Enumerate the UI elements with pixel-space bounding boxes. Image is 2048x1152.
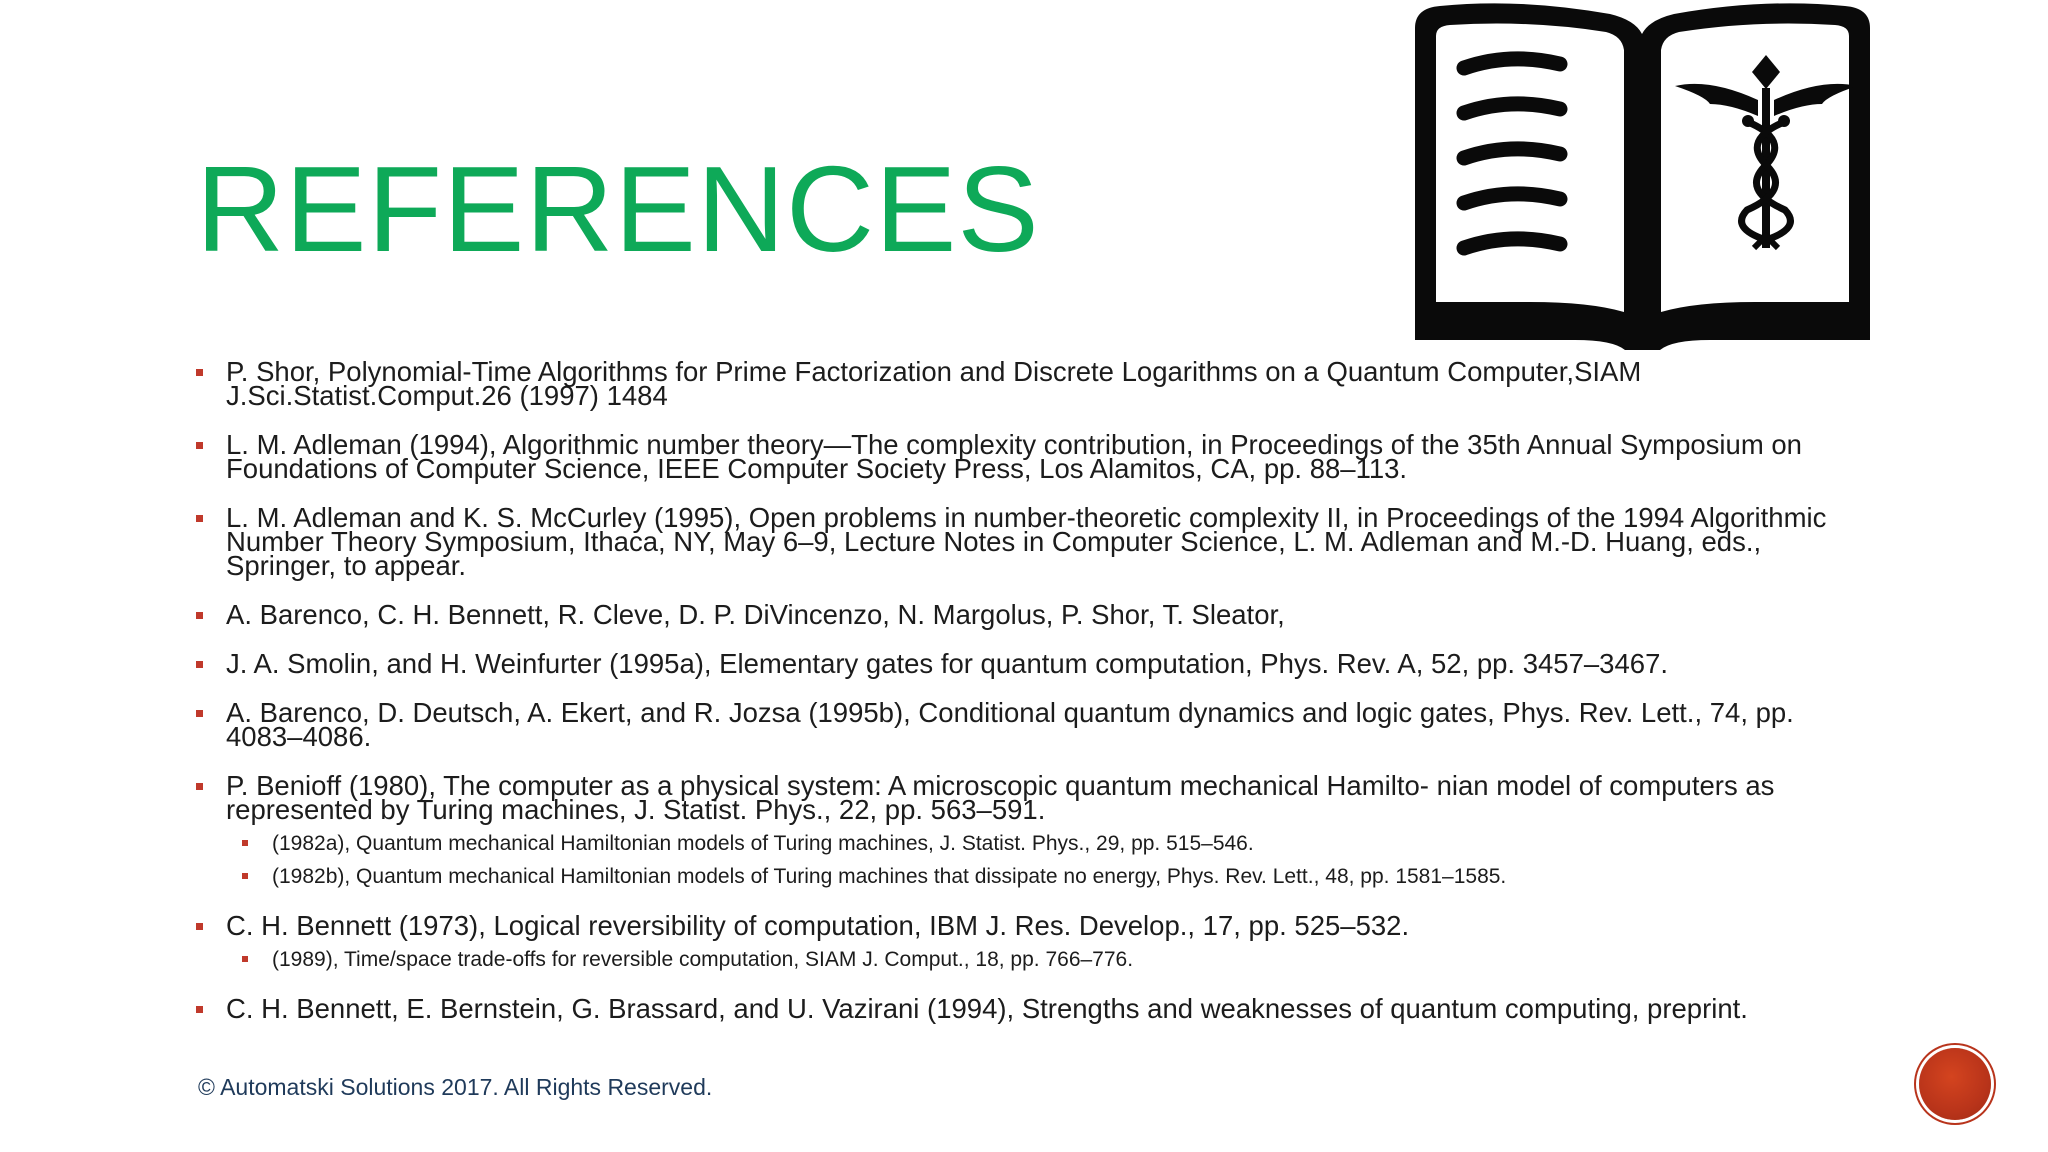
- sub-reference-list: [226, 948, 1876, 972]
- bullet-icon: [242, 840, 248, 846]
- bullet-icon: [196, 442, 203, 449]
- reference-item: [196, 993, 1876, 1024]
- reference-text: L. M. Adleman (1994), Algorithmic number theory—The complexity contribution, in Proceedings of the 35th Annual Symposium on Foundations of Computer Science, IEEE Computer Society Press, Los Alamitos, CA, pp. 88–113.: [226, 429, 1802, 484]
- sub-reference-text: (1989), Time/space trade-offs for reversible computation, SIAM J. Comput., 18, pp. 766–776.: [272, 948, 1134, 971]
- reference-text: A. Barenco, C. H. Bennett, R. Cleve, D. P. DiVincenzo, N. Margolus, P. Shor, T. Sleator,: [226, 599, 1285, 630]
- bullet-icon: [196, 515, 203, 522]
- reference-item: [196, 770, 1876, 889]
- sub-reference-item: [226, 865, 1876, 889]
- bullet-icon: [242, 873, 248, 879]
- bullet-icon: [242, 956, 248, 962]
- reference-text: J. A. Smolin, and H. Weinfurter (1995a), Elementary gates for quantum computation, Phys. Rev. A, 52, pp. 3457–3467.: [226, 648, 1669, 679]
- reference-text: C. H. Bennett (1973), Logical reversibility of computation, IBM J. Res. Develop., 17, pp. 525–532.: [226, 910, 1410, 941]
- reference-text: L. M. Adleman and K. S. McCurley (1995), Open problems in number-theoretic complexity II, in Proceedings of the 1994 Algorithmic Number Theory Symposium, Ithaca, NY, May 6–9, Lecture Notes in Computer Science, L. M. Adleman and M.-D. Huang, eds., Springer, to appear.: [226, 502, 1827, 581]
- sub-reference-item: [226, 832, 1876, 856]
- copyright-footer: © Automatski Solutions 2017. All Rights Reserved.: [198, 1074, 713, 1100]
- bullet-icon: [196, 369, 203, 376]
- bullet-icon: [196, 1006, 203, 1013]
- sub-reference-list: [226, 832, 1876, 889]
- reference-item: [196, 356, 1876, 411]
- medical-book-icon: [1410, 0, 1875, 350]
- reference-text: C. H. Bennett, E. Bernstein, G. Brassard, and U. Vazirani (1994), Strengths and weaknesses of quantum computing, preprint.: [226, 993, 1748, 1024]
- reference-item: [196, 910, 1876, 972]
- reference-list: [196, 356, 1876, 1046]
- bullet-icon: [196, 783, 203, 790]
- bullet-icon: [196, 661, 203, 668]
- sub-reference-text: (1982b), Quantum mechanical Hamiltonian models of Turing machines that dissipate no energy, Phys. Rev. Lett., 48, pp. 1581–1585.: [272, 865, 1507, 888]
- reference-item: [196, 429, 1876, 484]
- reference-item: [196, 502, 1876, 581]
- reference-text: P. Benioff (1980), The computer as a physical system: A microscopic quantum mechanical Hamilto- nian model of computers as represented by Turing machines, J. Statist. Phys., 22, pp. 563–591.: [226, 770, 1775, 825]
- slide-title: REFERENCES: [196, 141, 1040, 277]
- red-circle-button-icon[interactable]: [1919, 1048, 1991, 1120]
- bullet-icon: [196, 710, 203, 717]
- bullet-icon: [196, 923, 203, 930]
- reference-item: [196, 599, 1876, 630]
- sub-reference-text: (1982a), Quantum mechanical Hamiltonian models of Turing machines, J. Statist. Phys., 29, pp. 515–546.: [272, 832, 1254, 855]
- reference-text: A. Barenco, D. Deutsch, A. Ekert, and R. Jozsa (1995b), Conditional quantum dynamics and logic gates, Phys. Rev. Lett., 74, pp. 4083–4086.: [226, 697, 1794, 752]
- sub-reference-item: [226, 948, 1876, 972]
- reference-item: [196, 648, 1876, 679]
- reference-text: P. Shor, Polynomial-Time Algorithms for Prime Factorization and Discrete Logarithms on a Quantum Computer,SIAM J.Sci.Statist.Comput.26 (1997) 1484: [226, 356, 1642, 411]
- bullet-icon: [196, 612, 203, 619]
- reference-item: [196, 697, 1876, 752]
